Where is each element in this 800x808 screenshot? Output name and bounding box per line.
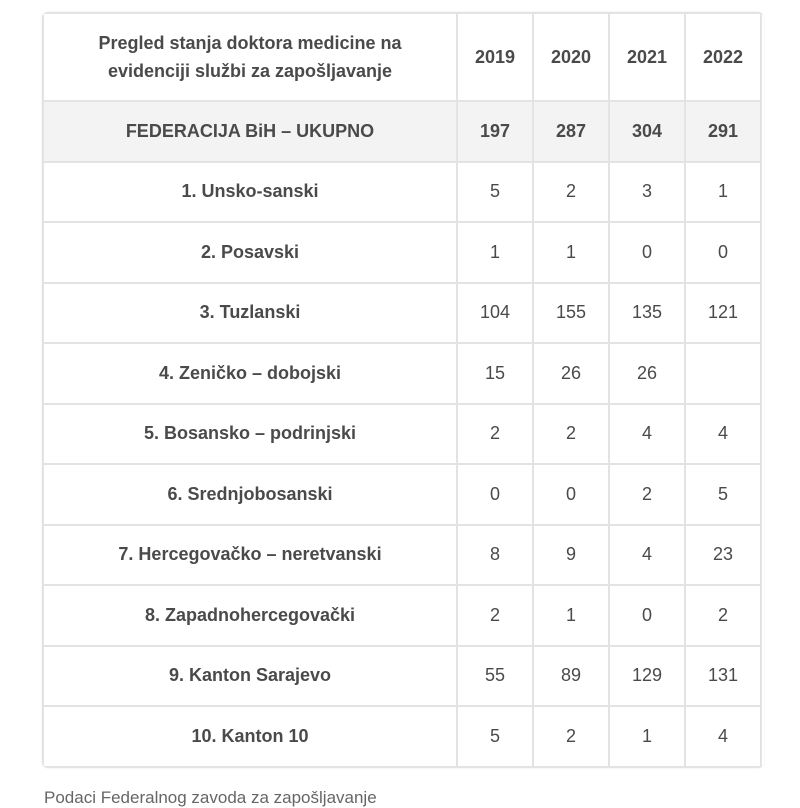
table-cell: 4 bbox=[685, 706, 761, 767]
total-value: 287 bbox=[533, 101, 609, 162]
table-cell: 15 bbox=[457, 343, 533, 404]
table-cell: 1 bbox=[685, 162, 761, 223]
table-cell: 3 bbox=[609, 162, 685, 223]
table-cell: 2 bbox=[533, 404, 609, 465]
table-cell: 4 bbox=[609, 525, 685, 586]
table-header-row bbox=[43, 13, 761, 101]
table-cell: 121 bbox=[685, 283, 761, 344]
table-cell: 2 bbox=[685, 585, 761, 646]
table-cell: 5 bbox=[457, 706, 533, 767]
canton-name: 5. Bosansko – podrinjski bbox=[43, 404, 457, 465]
table-row bbox=[43, 525, 761, 586]
table-row bbox=[43, 343, 761, 404]
table-cell: 4 bbox=[609, 404, 685, 465]
canton-name: 8. Zapadnohercegovački bbox=[43, 585, 457, 646]
canton-name: 7. Hercegovačko – neretvanski bbox=[43, 525, 457, 586]
total-row bbox=[43, 101, 761, 162]
table-cell: 129 bbox=[609, 646, 685, 707]
table-row bbox=[43, 162, 761, 223]
table-row bbox=[43, 404, 761, 465]
data-table-card bbox=[42, 12, 764, 768]
table-row bbox=[43, 706, 761, 767]
canton-name: 6. Srednjobosanski bbox=[43, 464, 457, 525]
table-cell: 0 bbox=[609, 585, 685, 646]
table-cell: 2 bbox=[609, 464, 685, 525]
canton-name: 4. Zeničko – dobojski bbox=[43, 343, 457, 404]
table-row bbox=[43, 464, 761, 525]
canton-name: 9. Kanton Sarajevo bbox=[43, 646, 457, 707]
total-value: 304 bbox=[609, 101, 685, 162]
canton-name: 3. Tuzlanski bbox=[43, 283, 457, 344]
table-cell: 26 bbox=[533, 343, 609, 404]
year-header-2019: 2019 bbox=[457, 13, 533, 101]
table-cell: 0 bbox=[685, 222, 761, 283]
canton-name: 1. Unsko-sanski bbox=[43, 162, 457, 223]
total-value: 197 bbox=[457, 101, 533, 162]
total-value: 291 bbox=[685, 101, 761, 162]
table-row bbox=[43, 283, 761, 344]
table-row bbox=[43, 222, 761, 283]
table-cell: 8 bbox=[457, 525, 533, 586]
table-cell: 5 bbox=[685, 464, 761, 525]
table-cell: 1 bbox=[457, 222, 533, 283]
table-cell: 0 bbox=[533, 464, 609, 525]
table-cell: 2 bbox=[533, 706, 609, 767]
table-row bbox=[43, 646, 761, 707]
year-header-2021: 2021 bbox=[609, 13, 685, 101]
table-cell: 26 bbox=[609, 343, 685, 404]
doctors-table bbox=[42, 12, 762, 768]
table-cell: 1 bbox=[533, 222, 609, 283]
table-cell: 55 bbox=[457, 646, 533, 707]
table-cell: 131 bbox=[685, 646, 761, 707]
table-cell: 155 bbox=[533, 283, 609, 344]
source-note: Podaci Federalnog zavoda za zapošljavanje bbox=[44, 788, 377, 807]
table-cell: 9 bbox=[533, 525, 609, 586]
canton-name: 2. Posavski bbox=[43, 222, 457, 283]
table-cell: 5 bbox=[457, 162, 533, 223]
year-header-2022: 2022 bbox=[685, 13, 761, 101]
table-cell: 0 bbox=[457, 464, 533, 525]
table-title-header: Pregled stanja doktora medicine na evidenciji službi za zapošljavanje bbox=[43, 13, 457, 101]
table-cell: 4 bbox=[685, 404, 761, 465]
table-cell: 1 bbox=[609, 706, 685, 767]
canton-name: 10. Kanton 10 bbox=[43, 706, 457, 767]
table-cell bbox=[685, 343, 761, 404]
table-row bbox=[43, 585, 761, 646]
table-cell: 2 bbox=[457, 404, 533, 465]
table-cell: 135 bbox=[609, 283, 685, 344]
table-cell: 0 bbox=[609, 222, 685, 283]
table-cell: 23 bbox=[685, 525, 761, 586]
table-cell: 104 bbox=[457, 283, 533, 344]
table-cell: 2 bbox=[533, 162, 609, 223]
table-cell: 89 bbox=[533, 646, 609, 707]
total-label: FEDERACIJA BiH – UKUPNO bbox=[43, 101, 457, 162]
year-header-2020: 2020 bbox=[533, 13, 609, 101]
table-cell: 2 bbox=[457, 585, 533, 646]
table-cell: 1 bbox=[533, 585, 609, 646]
